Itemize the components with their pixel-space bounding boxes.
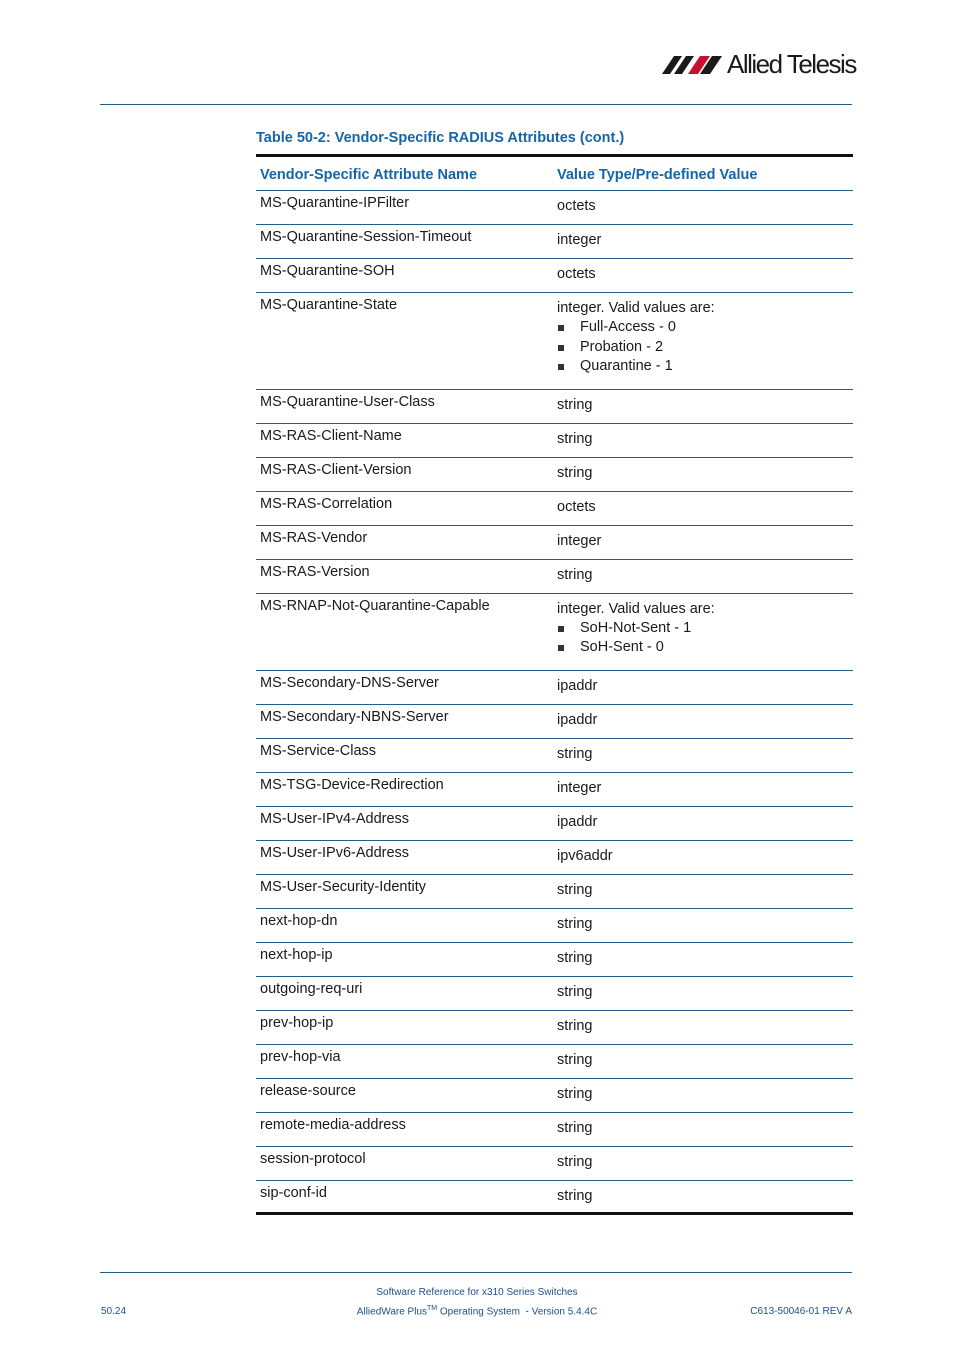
table-row <box>256 424 853 458</box>
list-item <box>557 357 715 377</box>
value-type: integer <box>557 232 602 248</box>
footer-product-name: AlliedWare Plus <box>356 1306 428 1318</box>
footer-divider <box>100 1272 852 1273</box>
table-row <box>256 594 853 671</box>
attribute-value <box>557 746 592 762</box>
attribute-value <box>557 198 596 214</box>
list-item-text: Quarantine - 1 <box>580 358 673 374</box>
list-item-text: Full-Access - 0 <box>580 319 676 335</box>
attribute-name: MS-RAS-Client-Version <box>260 461 412 478</box>
list-item <box>557 619 715 639</box>
attribute-value <box>557 712 597 728</box>
value-type: string <box>557 1085 593 1102</box>
attribute-value <box>557 1154 592 1170</box>
table-row <box>256 1113 853 1147</box>
list-item-text: SoH-Sent - 0 <box>580 639 664 655</box>
attribute-value <box>557 397 592 413</box>
table-row <box>256 1045 853 1079</box>
attribute-name: MS-Quarantine-User-Class <box>260 393 435 410</box>
attribute-name: remote-media-address <box>260 1116 406 1133</box>
footer-trademark: TM <box>427 1305 438 1312</box>
table-row <box>256 259 853 293</box>
attribute-value <box>557 848 613 864</box>
table-row <box>256 909 853 943</box>
list-item <box>557 318 715 338</box>
table-row <box>256 191 853 225</box>
square-bullet-icon <box>558 325 564 331</box>
table-row <box>256 293 853 390</box>
attribute-value <box>557 1086 592 1102</box>
value-type: string <box>557 1017 593 1034</box>
attribute-name: MS-RAS-Version <box>260 563 370 580</box>
attribute-value <box>557 950 592 966</box>
value-type: integer <box>557 532 602 549</box>
attribute-name: release-source <box>260 1082 356 1099</box>
attribute-value <box>557 1018 592 1034</box>
table-header <box>256 157 853 191</box>
logo-text: Allied Telesis <box>727 49 856 79</box>
value-type: string <box>557 983 593 1000</box>
attribute-name: next-hop-dn <box>260 912 338 929</box>
value-type: string <box>557 881 593 898</box>
value-type: string <box>557 464 593 481</box>
attribute-name: prev-hop-via <box>260 1048 341 1065</box>
table-row <box>256 943 853 977</box>
attribute-value <box>557 916 592 932</box>
attributes-table <box>256 154 853 1215</box>
attribute-name: MS-Quarantine-SOH <box>260 263 395 279</box>
table-row <box>256 1181 853 1215</box>
valid-values-list <box>557 318 715 377</box>
footer-version: Operating System - Version 5.4.4C <box>437 1306 598 1318</box>
attribute-name: MS-User-IPv6-Address <box>260 844 410 861</box>
column-header-name: Vendor-Specific Attribute Name <box>260 167 478 183</box>
attribute-value <box>557 431 592 447</box>
value-type: string <box>557 1187 593 1204</box>
value-type: ipaddr <box>557 677 598 694</box>
value-type: string <box>557 745 593 762</box>
attribute-name: MS-RNAP-Not-Quarantine-Capable <box>260 597 490 614</box>
value-type: string <box>557 915 593 932</box>
document-id: C613-50046-01 REV A <box>750 1306 852 1317</box>
value-type: string <box>557 396 593 413</box>
attribute-value <box>557 465 592 481</box>
table-row <box>256 492 853 526</box>
page-number: 50.24 <box>101 1306 127 1317</box>
attribute-value <box>557 300 715 377</box>
column-header-value: Value Type/Pre-defined Value <box>557 167 758 183</box>
footer-title: Software Reference for x310 Series Switches <box>376 1287 578 1298</box>
valid-values-list <box>557 619 715 658</box>
table-row <box>256 1147 853 1181</box>
table-row <box>256 390 853 424</box>
table-row <box>256 875 853 909</box>
value-type: string <box>557 566 593 583</box>
attribute-value <box>557 1052 592 1068</box>
value-type: string <box>557 1153 593 1170</box>
attribute-value <box>557 780 601 796</box>
value-type: octets <box>557 498 596 515</box>
table-row <box>256 671 853 705</box>
attribute-value <box>557 499 596 515</box>
table-row <box>256 1079 853 1113</box>
attribute-value <box>557 567 592 583</box>
attribute-value <box>557 882 592 898</box>
attribute-name: MS-RAS-Vendor <box>260 529 368 546</box>
list-item-text: SoH-Not-Sent - 1 <box>580 619 692 636</box>
value-type: string <box>557 1051 593 1068</box>
attribute-name: MS-User-Security-Identity <box>260 878 426 895</box>
value-type: string <box>557 430 593 447</box>
table-row <box>256 739 853 773</box>
attribute-value <box>557 266 596 282</box>
table-caption: Table 50-2: Vendor-Specific RADIUS Attributes (cont.) <box>256 130 625 146</box>
table-body <box>256 191 853 1215</box>
attribute-name: sip-conf-id <box>260 1184 327 1201</box>
table-row <box>256 1011 853 1045</box>
attribute-value <box>557 533 601 549</box>
table-row <box>256 773 853 807</box>
attribute-value <box>557 814 597 830</box>
value-type: octets <box>557 266 596 282</box>
attribute-value <box>557 601 715 658</box>
attribute-name: prev-hop-ip <box>260 1014 334 1031</box>
table-row <box>256 526 853 560</box>
table-row <box>256 807 853 841</box>
attribute-value <box>557 232 601 248</box>
value-type: integer. Valid values are: <box>557 300 715 316</box>
value-type: ipv6addr <box>557 847 613 864</box>
square-bullet-icon <box>558 645 564 651</box>
attribute-value <box>557 678 597 694</box>
attribute-name: MS-Secondary-NBNS-Server <box>260 708 449 725</box>
value-type: integer. Valid values are: <box>557 600 715 617</box>
table-row <box>256 458 853 492</box>
attribute-name: MS-Secondary-DNS-Server <box>260 674 439 691</box>
attribute-name: outgoing-req-uri <box>260 980 363 997</box>
attribute-name: session-protocol <box>260 1150 366 1167</box>
list-item <box>557 338 715 358</box>
attribute-value <box>557 1188 592 1204</box>
list-item-text: Probation - 2 <box>580 338 664 355</box>
attribute-value <box>557 1120 592 1136</box>
attribute-name: MS-Quarantine-IPFilter <box>260 195 410 211</box>
table-row <box>256 560 853 594</box>
square-bullet-icon <box>558 364 564 370</box>
value-type: ipaddr <box>557 813 598 830</box>
attribute-name: MS-User-IPv4-Address <box>260 810 410 827</box>
table-row <box>256 977 853 1011</box>
attribute-name: next-hop-ip <box>260 946 333 963</box>
attribute-name: MS-RAS-Client-Name <box>260 427 402 444</box>
attribute-name: MS-Service-Class <box>260 742 377 759</box>
header-divider <box>100 104 852 105</box>
attribute-name: MS-Quarantine-Session-Timeout <box>260 229 472 245</box>
table-row <box>256 705 853 739</box>
attribute-value <box>557 984 592 1000</box>
value-type: string <box>557 1119 593 1136</box>
logo-mark-icon <box>660 48 726 82</box>
value-type: integer <box>557 779 602 796</box>
table-row <box>256 225 853 259</box>
value-type: ipaddr <box>557 711 598 728</box>
square-bullet-icon <box>558 626 564 632</box>
attribute-name: MS-RAS-Correlation <box>260 495 393 512</box>
value-type: string <box>557 949 593 966</box>
list-item <box>557 638 715 658</box>
attribute-name: MS-Quarantine-State <box>260 297 398 313</box>
attribute-name: MS-TSG-Device-Redirection <box>260 776 444 793</box>
allied-telesis-logo <box>660 48 856 82</box>
table-row <box>256 841 853 875</box>
square-bullet-icon <box>558 345 564 351</box>
value-type: octets <box>557 198 596 214</box>
